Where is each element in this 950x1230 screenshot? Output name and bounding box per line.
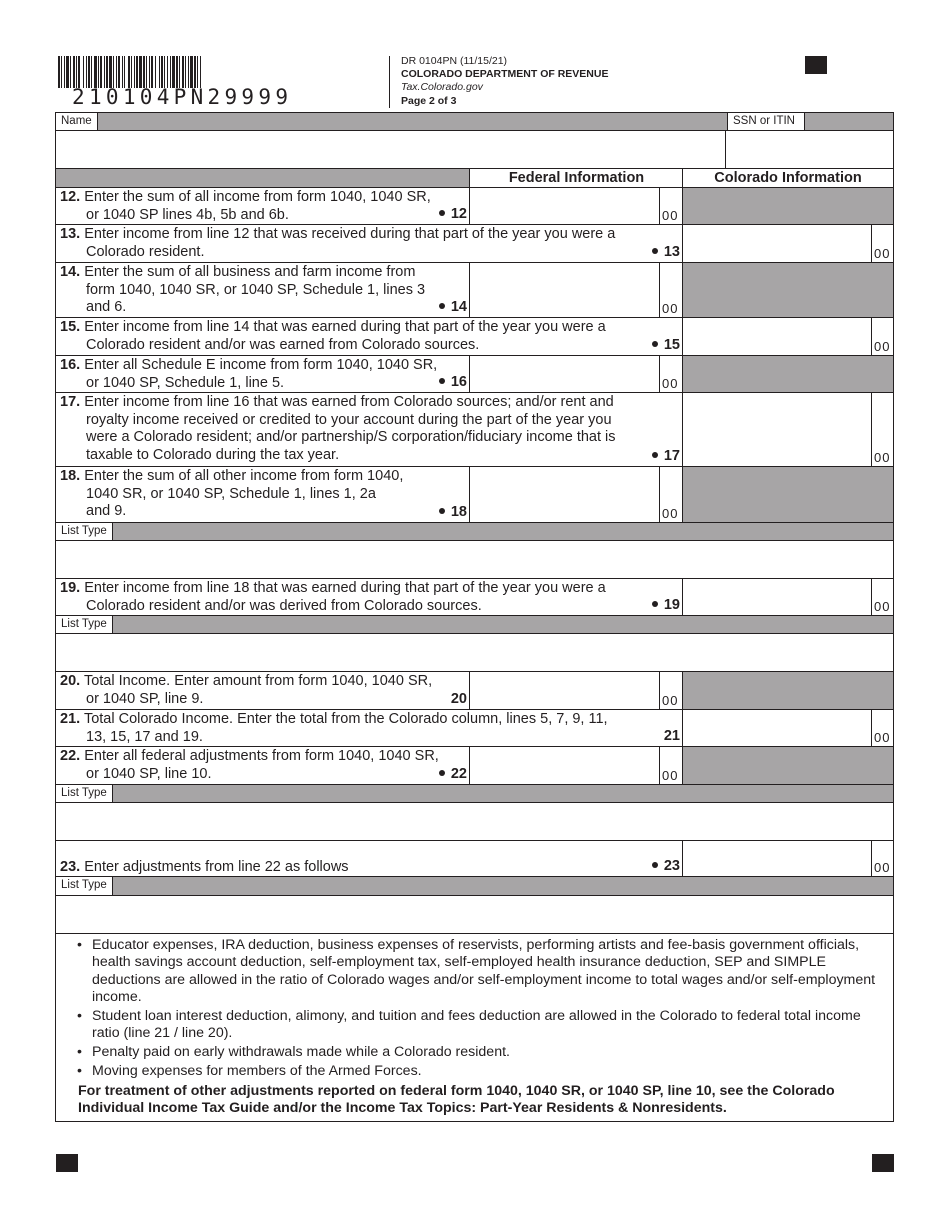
- line-12-federal-input[interactable]: [469, 188, 660, 224]
- note-item: • Moving expenses for members of the Armed Forces.: [74, 1063, 879, 1080]
- line-13-description: 13. Enter income from line 12 that was received during that part of the year you were a Colorado resident. 13: [60, 226, 680, 260]
- required-bullet-icon: [652, 601, 658, 607]
- line-15-description: 15. Enter income from line 14 that was earned during that part of the year you were a Colorado resident and/or was earned from Colorado sources. 15: [60, 319, 680, 353]
- ssn-label: SSN or ITIN: [727, 113, 805, 130]
- line-19-label: 19: [652, 597, 680, 614]
- line-17-description: 17. Enter income from line 16 that was earned from Colorado sources; and/or rent and royalty income received or credited to your account during the part of the year you were a Colorado resident; and/or partnership/S corporation/fiduciary income that is taxable to Colorado during the tax year. 17: [60, 394, 680, 464]
- line-12-colorado-shaded: [682, 188, 893, 224]
- federal-column-header: Federal Information: [469, 169, 683, 187]
- line-16-federal-input[interactable]: [469, 356, 660, 392]
- form-header: [401, 55, 608, 108]
- line-18-federal-input[interactable]: [469, 467, 660, 522]
- department-name: COLORADO DEPARTMENT OF REVENUE: [401, 68, 609, 81]
- list-type-22-input[interactable]: [56, 803, 893, 841]
- line-23-cents[interactable]: 00: [871, 841, 893, 876]
- line-20-description: 20. Total Income. Enter amount from form 1040, 1040 SR, or 1040 SP, line 9. 20: [60, 673, 467, 707]
- barcode: [58, 56, 310, 88]
- line-12-label: 12: [439, 206, 467, 223]
- list-type-label: List Type: [56, 877, 113, 895]
- note-item: • Educator expenses, IRA deduction, business expenses of reservists, performing artists and fee-basis government officials, health savings account deduction, self-employment tax, self-employed health insurance deduction, SEP and SIMPLE deductions are allowed in the ratio of Colorado wages and/or self-employment income to total wages and/or self-employment income.: [74, 937, 879, 1006]
- required-bullet-icon: [439, 508, 445, 514]
- required-bullet-icon: [652, 341, 658, 347]
- column-header-row: [56, 169, 893, 188]
- line-18-colorado-shaded: [682, 467, 893, 522]
- line-23-label: 23: [652, 858, 680, 875]
- required-bullet-icon: [439, 770, 445, 776]
- line-16-description: 16. Enter all Schedule E income from form 1040, 1040 SR, or 1040 SP, Schedule 1, line 5. 16: [60, 357, 467, 391]
- list-type-23-input[interactable]: [56, 896, 893, 934]
- list-type-18-input[interactable]: [56, 541, 893, 579]
- line-23-description: 23. Enter adjustments from line 22 as follows 23: [60, 858, 680, 875]
- line-13-row: [56, 225, 893, 263]
- list-type-18-label-row: [56, 523, 893, 541]
- line-22-label: 22: [439, 766, 467, 783]
- line-16-cents[interactable]: 00: [659, 356, 683, 392]
- line-14-cents[interactable]: 00: [659, 263, 683, 317]
- notes-closing: For treatment of other adjustments reported on federal form 1040, 1040 SR, or 1040 SP, line 10, see the Colorado Individual Income Tax Guide and/or the Income Tax Topics: Part-Year Residents & Nonresidents.: [78, 1082, 835, 1117]
- line-12-cents[interactable]: 00: [659, 188, 683, 224]
- line-16-row: [56, 356, 893, 393]
- line-23-row: [56, 841, 893, 877]
- line-16-label: 16: [439, 374, 467, 391]
- header-divider: [389, 56, 390, 108]
- line-20-label: 20: [450, 691, 467, 707]
- line-14-row: [56, 263, 893, 318]
- line-21-label: 21: [663, 728, 680, 744]
- line-12-description: 12. Enter the sum of all income from form 1040, 1040 SR, or 1040 SP lines 4b, 5b and 6b. 12: [60, 189, 467, 223]
- registration-mark-bottom-right: [872, 1154, 894, 1172]
- list-type-23-label-row: [56, 877, 893, 896]
- list-type-19-label-row: [56, 616, 893, 634]
- line-14-description: 14. Enter the sum of all business and farm income from form 1040, 1040 SR, or 1040 SP, Schedule 1, lines 3 and 6. 14: [60, 264, 467, 315]
- line-13-label: 13: [652, 244, 680, 261]
- line-18-cents[interactable]: 00: [659, 467, 683, 522]
- line-15-cents[interactable]: 00: [871, 318, 893, 355]
- required-bullet-icon: [652, 248, 658, 254]
- barcode-number: 210104PN29999: [72, 85, 293, 109]
- page-number: Page 2 of 3: [401, 94, 457, 107]
- adjustment-notes: [56, 934, 893, 1121]
- line-17-row: [56, 393, 893, 467]
- line-15-colorado-input[interactable]: [682, 318, 872, 355]
- line-20-federal-input[interactable]: [469, 672, 660, 709]
- line-17-colorado-input[interactable]: [682, 393, 872, 466]
- required-bullet-icon: [439, 378, 445, 384]
- line-23-colorado-input[interactable]: [682, 841, 872, 876]
- name-input[interactable]: [56, 131, 725, 168]
- line-19-description: 19. Enter income from line 18 that was earned during that part of the year you were a Colorado resident and/or was derived from Colorado sources. 19: [60, 580, 680, 614]
- required-bullet-icon: [652, 452, 658, 458]
- line-22-description: 22. Enter all federal adjustments from form 1040, 1040 SR, or 1040 SP, line 10. 22: [60, 748, 467, 782]
- line-13-colorado-input[interactable]: [682, 225, 872, 262]
- list-type-label: List Type: [56, 785, 113, 802]
- line-22-colorado-shaded: [682, 747, 893, 784]
- line-21-description: 21. Total Colorado Income. Enter the total from the Colorado column, lines 5, 7, 9, 11, 13, 15, 17 and 19. 21: [60, 711, 680, 745]
- identity-divider: [725, 131, 726, 168]
- line-21-row: [56, 710, 893, 747]
- line-21-cents[interactable]: 00: [871, 710, 893, 746]
- note-item: • Student loan interest deduction, alimony, and tuition and fees deduction are allowed in the Colorado to federal total income ratio (line 21 / line 20).: [74, 1008, 879, 1043]
- line-19-row: [56, 579, 893, 616]
- line-20-colorado-shaded: [682, 672, 893, 709]
- list-type-22-label-row: [56, 785, 893, 803]
- line-22-federal-input[interactable]: [469, 747, 660, 784]
- list-type-19-input[interactable]: [56, 634, 893, 672]
- income-form: [55, 112, 894, 1122]
- name-label: Name: [56, 113, 98, 130]
- line-17-label: 17: [652, 448, 680, 465]
- registration-mark-top-right: [805, 56, 827, 74]
- line-20-row: [56, 672, 893, 710]
- required-bullet-icon: [439, 210, 445, 216]
- line-18-description: 18. Enter the sum of all other income from form 1040, 1040 SR, or 1040 SP, Schedule 1, lines 1, 2a and 9. 18: [60, 468, 467, 520]
- ssn-input[interactable]: [727, 131, 893, 168]
- adjustment-notes-list: [74, 937, 879, 1081]
- line-14-label: 14: [439, 299, 467, 316]
- website: Tax.Colorado.gov: [401, 81, 483, 94]
- line-13-cents[interactable]: 00: [871, 225, 893, 262]
- line-15-label: 15: [652, 337, 680, 354]
- identity-input-row: [56, 131, 893, 169]
- line-14-federal-input[interactable]: [469, 263, 660, 317]
- line-12-row: [56, 188, 893, 225]
- note-item: • Penalty paid on early withdrawals made while a Colorado resident.: [74, 1044, 879, 1061]
- required-bullet-icon: [439, 303, 445, 309]
- registration-mark-bottom-left: [56, 1154, 78, 1172]
- line-21-colorado-input[interactable]: [682, 710, 872, 746]
- line-18-row: [56, 467, 893, 523]
- list-type-label: List Type: [56, 523, 113, 540]
- line-19-cents[interactable]: 00: [871, 579, 893, 615]
- colorado-column-header: Colorado Information: [682, 169, 893, 187]
- line-22-row: [56, 747, 893, 785]
- line-22-cents[interactable]: 00: [659, 747, 683, 784]
- line-19-colorado-input[interactable]: [682, 579, 872, 615]
- required-bullet-icon: [652, 862, 658, 868]
- line-14-colorado-shaded: [682, 263, 893, 317]
- form-id: DR 0104PN (11/15/21): [401, 55, 508, 67]
- identity-label-row: [56, 113, 893, 131]
- line-17-cents[interactable]: 00: [871, 393, 893, 466]
- list-type-label: List Type: [56, 616, 113, 633]
- line-20-cents[interactable]: 00: [659, 672, 683, 709]
- line-15-row: [56, 318, 893, 356]
- line-18-label: 18: [439, 504, 467, 521]
- line-16-colorado-shaded: [682, 356, 893, 392]
